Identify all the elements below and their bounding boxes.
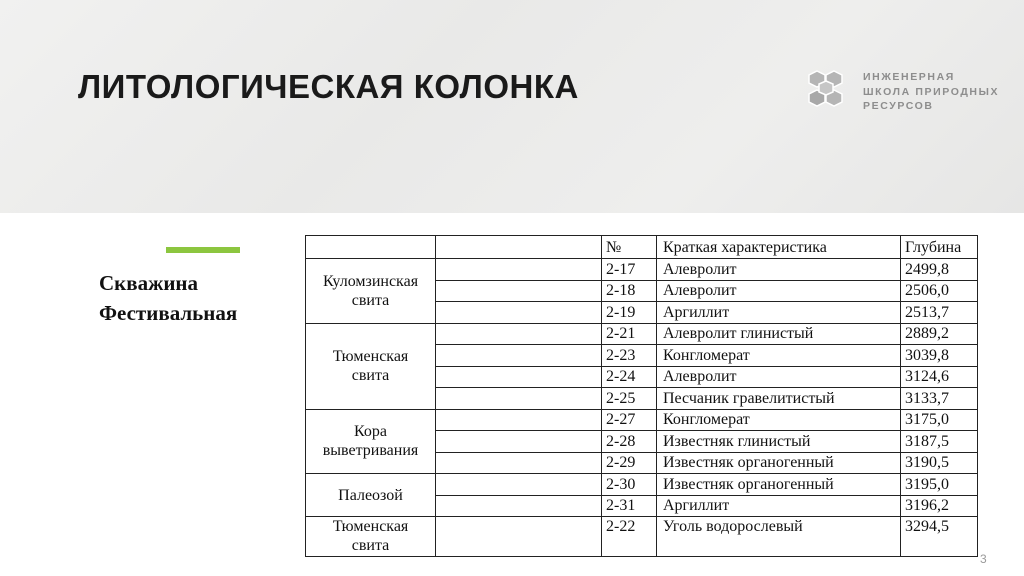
sample-depth: 3294,5	[901, 517, 978, 557]
sample-description: Известняк органогенный	[657, 452, 901, 474]
limestone-pattern	[436, 474, 602, 496]
sample-description: Уголь водорослевый	[657, 517, 901, 557]
page-number: 3	[980, 552, 987, 566]
sample-description: Алевролит	[657, 259, 901, 281]
suite-label: выветривания	[322, 442, 419, 460]
well-name	[99, 268, 237, 328]
coal-pattern	[436, 517, 602, 557]
well-name-line-1: Скважина	[99, 271, 199, 295]
siltstone-pattern	[436, 259, 602, 281]
claystone-pattern	[436, 302, 602, 324]
logo-line-3: РЕСУРСОВ	[863, 100, 934, 112]
hexagon-cluster-icon	[806, 70, 850, 110]
table-row	[306, 259, 978, 281]
suite-cell	[306, 474, 436, 517]
table-row	[306, 323, 978, 345]
sample-description: Алевролит	[657, 280, 901, 302]
sample-depth: 2513,7	[901, 302, 978, 324]
suite-label: Тюменская	[332, 348, 409, 365]
suite-cell	[306, 409, 436, 474]
table-row	[306, 409, 978, 431]
sample-num: 2-30	[602, 474, 657, 496]
suite-header	[306, 236, 436, 259]
suite-label: Куломзинская	[322, 272, 419, 290]
num-header: №	[602, 236, 657, 259]
table-header-row	[306, 236, 978, 259]
suite-cell	[306, 259, 436, 324]
sample-num: 2-18	[602, 280, 657, 302]
table-row	[306, 474, 978, 496]
sample-description: Песчаник гравелитистый	[657, 388, 901, 410]
sample-num: 2-24	[602, 366, 657, 388]
conglomerate-pattern	[436, 345, 602, 367]
logo-line-1: ИНЖЕНЕРНАЯ	[863, 71, 955, 83]
siltstone-pattern	[436, 366, 602, 388]
suite-cell	[306, 517, 436, 557]
suite-label: Палеозой	[338, 486, 403, 504]
siltstone-pattern	[436, 323, 602, 345]
sample-num: 2-27	[602, 409, 657, 431]
sample-num: 2-23	[602, 345, 657, 367]
siltstone-pattern	[436, 280, 602, 302]
sample-num: 2-22	[602, 517, 657, 557]
sample-description: Конгломерат	[657, 409, 901, 431]
sample-depth: 2506,0	[901, 280, 978, 302]
sample-depth: 3195,0	[901, 474, 978, 496]
sample-num: 2-31	[602, 495, 657, 517]
sample-num: 2-29	[602, 452, 657, 474]
sample-description: Известняк органогенный	[657, 474, 901, 496]
description-header: Краткая характеристика	[657, 236, 901, 259]
suite-cell	[306, 323, 436, 409]
sample-depth: 3133,7	[901, 388, 978, 410]
suite-label: Тюменская	[332, 518, 409, 535]
suite-label: свита	[351, 291, 390, 309]
sample-num: 2-28	[602, 431, 657, 453]
sample-description: Аргиллит	[657, 302, 901, 324]
table-row	[306, 517, 978, 557]
sample-depth: 2889,2	[901, 323, 978, 345]
sample-description: Алевролит	[657, 366, 901, 388]
sample-description: Алевролит глинистый	[657, 323, 901, 345]
sample-depth: 3187,5	[901, 431, 978, 453]
logo-line-2: ШКОЛА ПРИРОДНЫХ	[863, 85, 1000, 98]
sample-depth: 3039,8	[901, 345, 978, 367]
sample-description: Аргиллит	[657, 495, 901, 517]
well-name-line-2: Фестивальная	[99, 301, 238, 325]
sample-depth: 3124,6	[901, 366, 978, 388]
pattern-header	[436, 236, 602, 259]
sample-depth: 3175,0	[901, 409, 978, 431]
sample-num: 2-19	[602, 302, 657, 324]
limestone-pattern	[436, 431, 602, 453]
sample-depth: 3190,5	[901, 452, 978, 474]
claystone-pattern	[436, 495, 602, 517]
sample-depth: 2499,8	[901, 259, 978, 281]
sample-description: Конгломерат	[657, 345, 901, 367]
sandstone-pattern	[436, 388, 602, 410]
sample-depth: 3196,2	[901, 495, 978, 517]
depth-header: Глубина	[901, 236, 978, 259]
school-logo	[806, 70, 1006, 114]
suite-label: свита	[351, 537, 390, 554]
sample-num: 2-21	[602, 323, 657, 345]
header-banner	[0, 0, 1024, 213]
suite-label: Кора	[354, 423, 387, 441]
sample-num: 2-17	[602, 259, 657, 281]
page-title: ЛИТОЛОГИЧЕСКАЯ КОЛОНКА	[78, 68, 579, 105]
suite-label: свита	[351, 367, 390, 384]
accent-bar	[166, 247, 240, 253]
sample-description: Известняк глинистый	[657, 431, 901, 453]
conglomerate-pattern	[436, 409, 602, 431]
limestone-pattern	[436, 452, 602, 474]
lithology-table	[305, 235, 978, 557]
sample-num: 2-25	[602, 388, 657, 410]
logo-text	[863, 70, 999, 114]
